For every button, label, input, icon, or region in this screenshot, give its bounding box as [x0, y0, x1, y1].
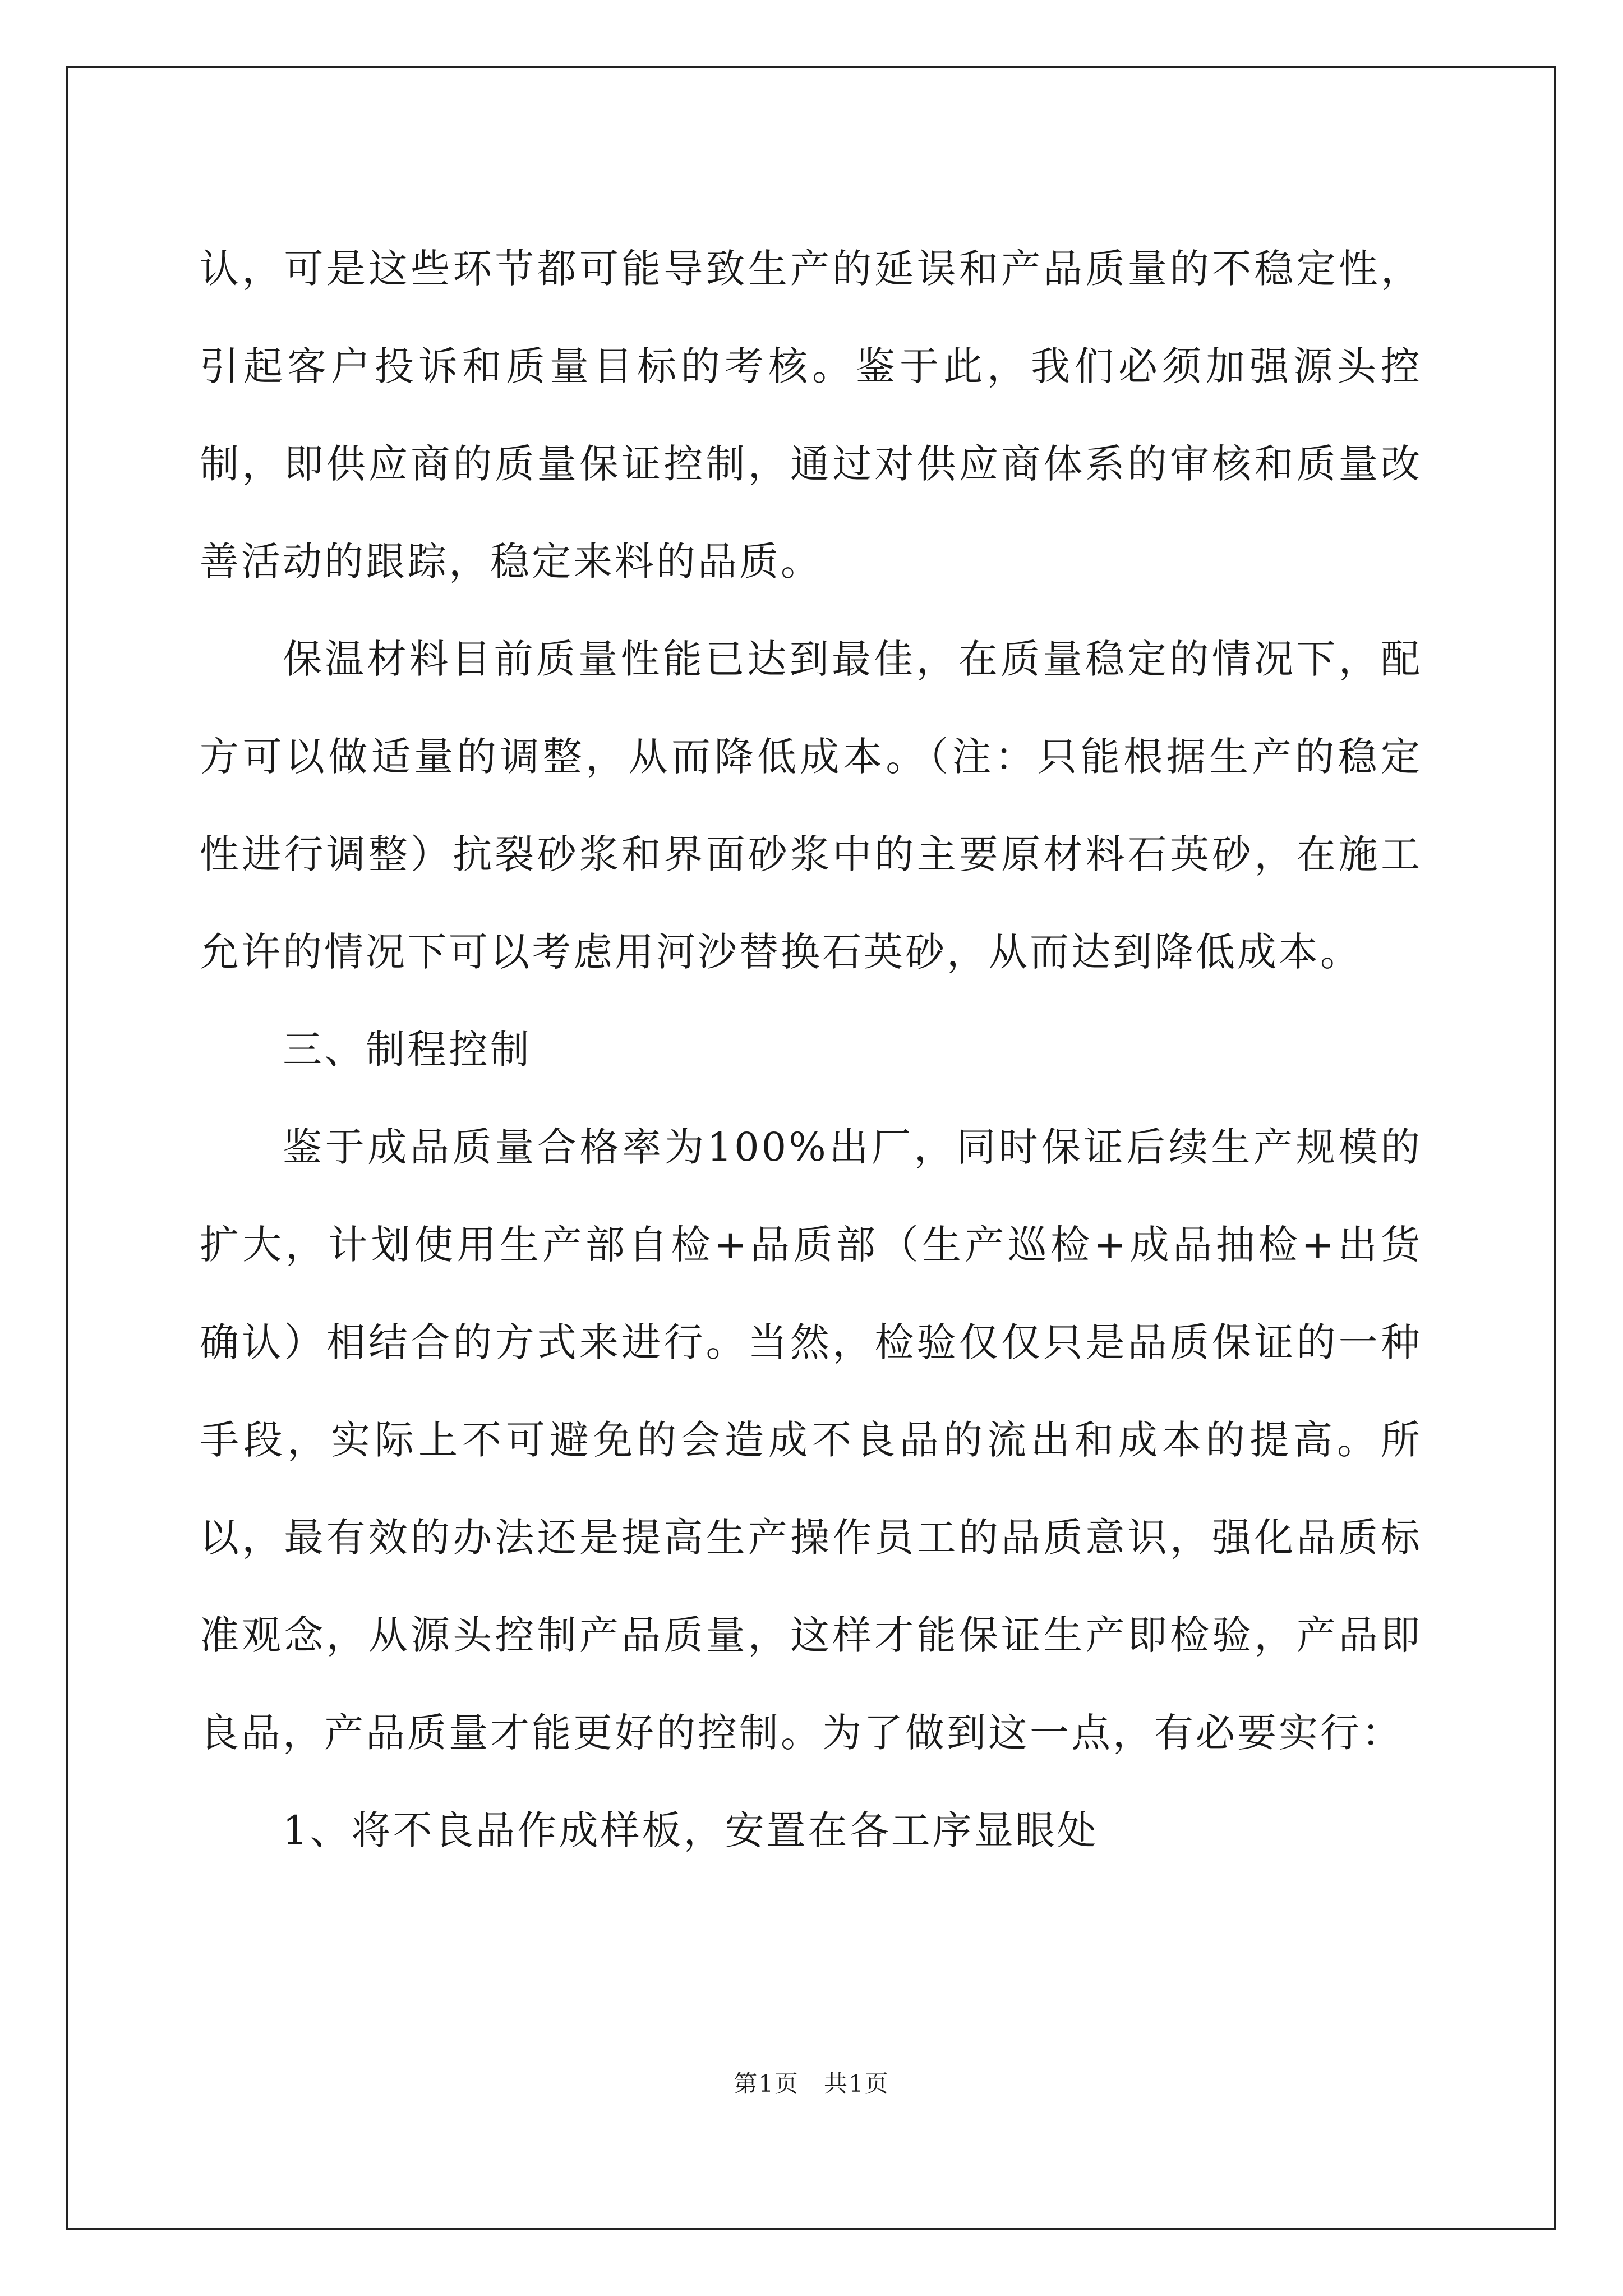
paragraph-2: 保温材料目前质量性能已达到最佳，在质量稳定的情况下，配方可以做适量的调整，从而降低成本。（注：只能根据生产的稳定性进行调整）抗裂砂浆和界面砂浆中的主要原材料石英砂，在施工允许的情况下可以考虑用河沙替换石英砂，从而达到降低成本。: [200, 636, 1422, 975]
section-heading: 三、制程控制: [283, 1027, 532, 1073]
paragraph-3: 鉴于成品质量合格率为100%出厂，同时保证后续生产规模的扩大，计划使用生产部自检+品质部（生产巡检+成品抽检+出货确认）相结合的方式来进行。当然，检验仅仅只是品质保证的一种手段，实际上不可避免的会造成不良品的流出和成本的提高。所以，最有效的办法还是提高生产操作员工的品质意识，强化品质标准观念，从源头控制产品质量，这样才能保证生产即检验，产品即良品，产品质量才能更好的控制。为了做到这一点，有必要实行：: [200, 1124, 1422, 1756]
paragraph-1: 认，可是这些环节都可能导致生产的延误和产品质量的不稳定性，引起客户投诉和质量目标的考核。鉴于此，我们必须加强源头控制，即供应商的质量保证控制，通过对供应商体系的审核和质量改善活动的跟踪，稳定来料的品质。: [200, 246, 1422, 585]
list-item-1: 1、将不良品作成样板，安置在各工序显眼处: [283, 1807, 1099, 1853]
page-footer: 第1页 共1页: [734, 2070, 889, 2097]
document-body: [200, 220, 1422, 1879]
